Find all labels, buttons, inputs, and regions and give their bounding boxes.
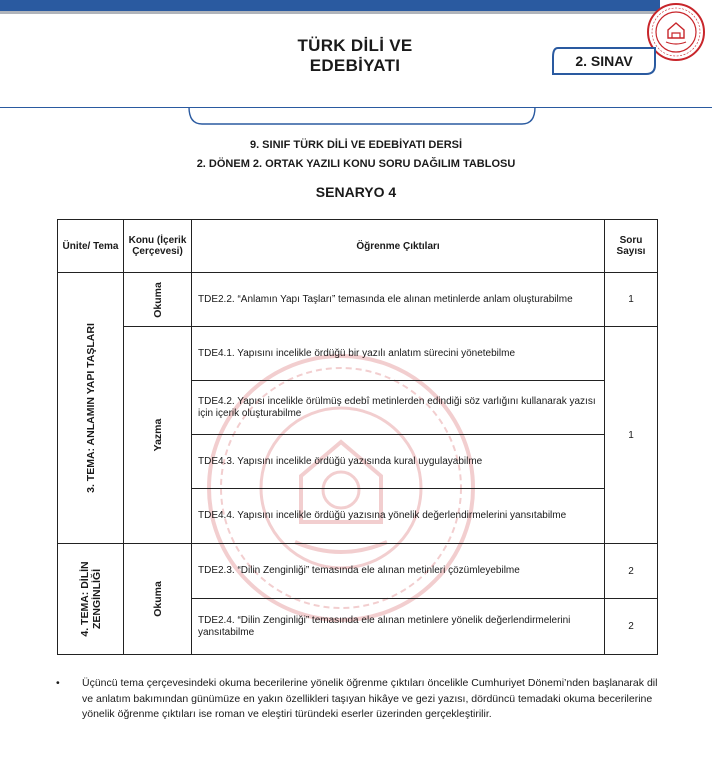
table-row	[58, 273, 658, 327]
scenario-heading: SENARYO 4	[315, 184, 397, 200]
table-row	[58, 327, 658, 381]
title-line-2: EDEBİYATI	[309, 56, 401, 75]
page-title	[250, 36, 460, 76]
outcome-tde4-2: TDE4.2. Yapısı incelikle örülmüş edebî metinlerden edindiği söz varlığını kullanarak yazısı için içerik oluşturabilme	[192, 381, 605, 435]
bullet-icon: •	[56, 677, 60, 689]
table-header-row	[58, 220, 658, 273]
theme-4-label-line-1: 4. TEMA: DİLİN	[78, 561, 91, 637]
count-cell: 2	[605, 599, 658, 655]
header-unit: Ünite/ Tema	[58, 220, 124, 273]
outcome-tde4-3: TDE4.3. Yapısını incelikle ördüğü yazısında kural uygulayabilme	[192, 435, 605, 489]
theme-4-label	[79, 561, 103, 636]
distribution-table	[57, 219, 658, 655]
header-outcomes: Öğrenme Çıktıları	[192, 220, 605, 273]
header-count: Soru Sayısı	[605, 220, 658, 273]
topic-reading-2-cell	[124, 544, 192, 655]
header-bracket	[188, 107, 536, 133]
top-bar-gray	[0, 11, 660, 14]
outcome-tde4-4: TDE4.4. Yapısını incelikle ördüğü yazısına yönelik değerlendirmelerini yansıtabilme	[192, 489, 605, 544]
theme-3-label: 3. TEMA: ANLAMIN YAPI TAŞLARI	[84, 323, 97, 493]
topic-writing-cell	[124, 327, 192, 544]
topic-reading-cell	[124, 273, 192, 327]
count-cell: 1	[605, 273, 658, 327]
table-row	[58, 544, 658, 599]
count-cell: 2	[605, 544, 658, 599]
topic-reading-label: Okuma	[151, 281, 164, 318]
table-heading: 2. DÖNEM 2. ORTAK YAZILI KONU SORU DAĞILIM TABLOSU	[196, 158, 516, 170]
exam-badge: 2. SINAV	[575, 53, 633, 69]
top-bar	[0, 0, 712, 14]
count-cell: 1	[605, 327, 658, 544]
outcome-tde2-3: TDE2.3. “Dilin Zenginliği” temasında ele alınan metinleri çözümleyebilme	[192, 544, 605, 599]
header-topic: Konu (İçerik Çerçevesi)	[124, 220, 192, 273]
outcome-tde2-2: TDE2.2. “Anlamın Yapı Taşları” temasında ele alınan metinlerde anlam oluşturabilme	[192, 273, 605, 327]
theme-4-cell	[58, 544, 124, 655]
outcome-tde2-4: TDE2.4. “Dilin Zenginliği” temasında ele alınan metinlere yönelik değerlendirmelerini yansıtabilme	[192, 599, 605, 655]
theme-4-label-line-2: ZENGİNLİĞİ	[90, 568, 103, 630]
course-heading: 9. SINIF TÜRK DİLİ VE EDEBİYATI DERSİ	[249, 139, 463, 151]
outcome-tde4-1: TDE4.1. Yapısını incelikle ördüğü bir yazılı anlatım sürecini yönetebilme	[192, 327, 605, 381]
topic-writing-label: Yazma	[151, 418, 164, 452]
top-bar-blue	[0, 0, 660, 11]
title-line-1: TÜRK DİLİ VE	[297, 36, 413, 55]
footnote-text: Üçüncü tema çerçevesindeki okuma becerilerine yönelik öğrenme çıktıları öncelikle Cumhuriyet Dönemi’nden başlanarak dil ve anlatım bakımından günümüze en yakın özellikleri taşıyan hikâye ve gezi yazısı, dördüncü temadaki okuma becerilerine yönelik öğrenme çıktıları ise roman ve eleştiri türündeki eserler üzerinden gerçekleştirilir.	[82, 677, 658, 720]
topic-reading-2-label: Okuma	[151, 581, 164, 617]
theme-3-cell	[58, 273, 124, 544]
